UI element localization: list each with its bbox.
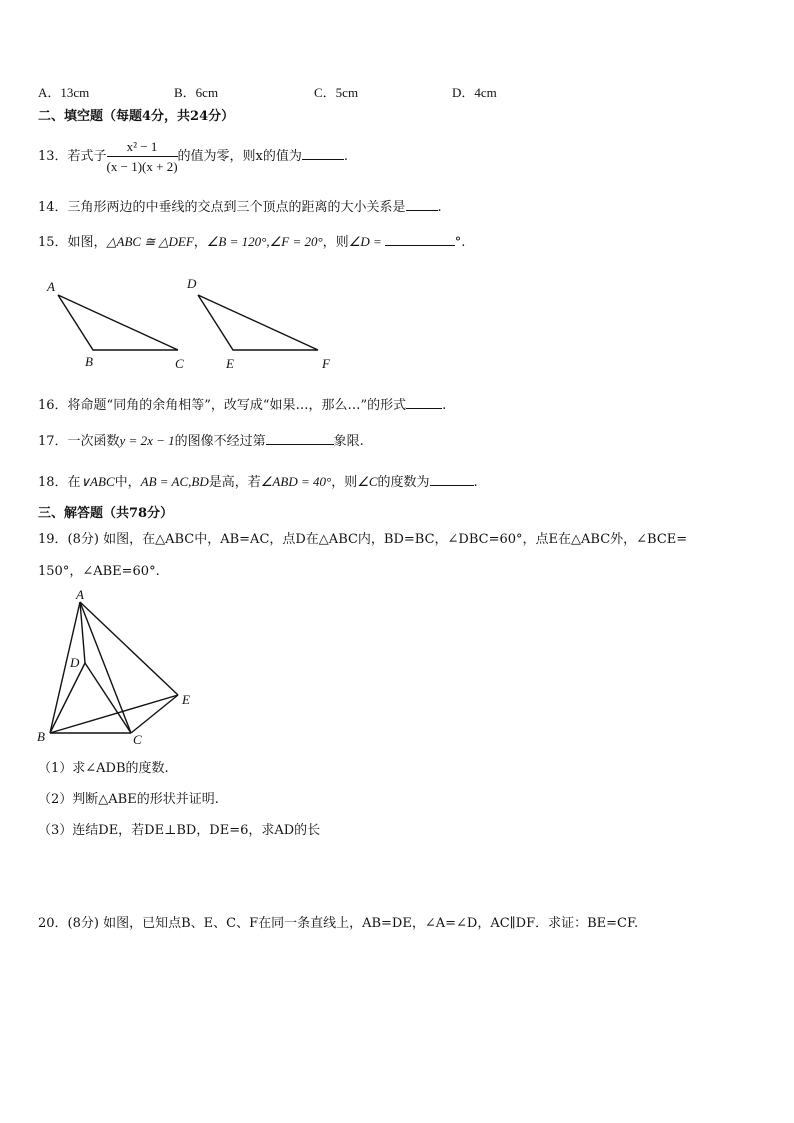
segment-ce bbox=[131, 695, 178, 733]
segment-bd bbox=[50, 663, 85, 733]
q17-prefix: 17．一次函数 bbox=[38, 434, 120, 449]
fig19-label-d: D bbox=[70, 655, 80, 670]
q13-denominator: (x − 1)(x + 2) bbox=[106, 158, 178, 174]
question-19-part2: （2）判断△ABE的形状并证明. bbox=[38, 792, 219, 807]
option-c: C．5cm bbox=[314, 85, 359, 100]
triangle-abc bbox=[58, 295, 178, 350]
fig19-label-e: E bbox=[182, 692, 190, 707]
q17-suffix: 象限. bbox=[333, 434, 364, 449]
q13-prefix: 13．若式子 bbox=[38, 149, 107, 164]
fig19-label-c: C bbox=[133, 732, 142, 747]
q16-text: 16．将命题“同角的余角相等”，改写成“如果…，那么…”的形式 bbox=[38, 398, 407, 413]
q18-math-c: ∠C bbox=[357, 474, 378, 489]
fig19-label-b: B bbox=[37, 729, 45, 744]
question-15 bbox=[38, 233, 465, 252]
q14-answer-blank bbox=[406, 198, 438, 211]
q18-suffix: 的度数为 bbox=[377, 475, 430, 490]
q18-math-triangle: ∨ABC bbox=[80, 474, 115, 489]
q14-text: 14．三角形两边的中垂线的交点到三个顶点的距离的大小关系是 bbox=[38, 200, 406, 215]
q18-math-abd: ∠ABD = 40° bbox=[260, 474, 332, 489]
fig15-label-a: A bbox=[47, 279, 55, 294]
q18-math-ab-ac: AB = AC,BD bbox=[140, 474, 209, 489]
q13-end: . bbox=[343, 149, 349, 164]
question-19-part3: （3）连结DE，若DE⊥BD，DE=6，求AD的长 bbox=[38, 823, 321, 838]
q15-middle: ，则 bbox=[322, 235, 349, 250]
question-16 bbox=[38, 396, 446, 415]
q18-middle3: ，则 bbox=[331, 475, 358, 490]
q17-math: y = 2x − 1 bbox=[119, 433, 175, 448]
question-14 bbox=[38, 198, 442, 217]
q15-answer-blank bbox=[385, 233, 455, 246]
q15-math-congruent: △ABC ≅ △DEF bbox=[106, 234, 194, 249]
question-19-line1: 19．(8分) 如图，在△ABC中，AB=AC，点D在△ABC内，BD=BC，∠DBC=60°，点E在△ABC外，∠BCE= bbox=[38, 532, 688, 547]
segment-be bbox=[50, 695, 178, 733]
q17-middle: 的图像不经过第 bbox=[174, 434, 266, 449]
option-b: B．6cm bbox=[174, 85, 219, 100]
fig19-label-a: A bbox=[76, 587, 84, 602]
q18-answer-blank bbox=[430, 473, 474, 486]
q13-answer-blank bbox=[302, 147, 344, 160]
q18-end: . bbox=[473, 475, 478, 490]
question-17 bbox=[38, 432, 364, 451]
segment-ae bbox=[80, 602, 178, 695]
question-19-line2: 150°，∠ABE=60°. bbox=[38, 564, 160, 579]
section3-heading: 三、解答题（共78分） bbox=[38, 506, 174, 521]
question-18 bbox=[38, 473, 478, 492]
q16-answer-blank bbox=[406, 396, 442, 409]
q13-suffix: 的值为零，则x的值为 bbox=[177, 149, 302, 164]
q16-end: . bbox=[442, 398, 447, 413]
q17-answer-blank bbox=[266, 432, 334, 445]
q14-end: . bbox=[437, 200, 442, 215]
figure-15 bbox=[38, 270, 348, 375]
section2-heading: 二、填空题（每题4分，共24分） bbox=[38, 109, 235, 124]
q15-math-angles: ∠B = 120°,∠F = 20° bbox=[206, 234, 323, 249]
question-19-part1: （1）求∠ADB的度数. bbox=[38, 761, 169, 776]
q13-fraction bbox=[107, 139, 178, 175]
figure-19 bbox=[30, 586, 205, 748]
option-d: D．4cm bbox=[452, 85, 497, 100]
q18-prefix: 18．在 bbox=[38, 475, 81, 490]
q13-numerator: x² − 1 bbox=[107, 139, 178, 157]
fig15-label-b: B bbox=[85, 354, 93, 369]
fig15-label-e: E bbox=[226, 356, 234, 371]
fig15-label-d: D bbox=[187, 276, 197, 291]
question-20: 20．(8分) 如图，已知点B、E、C、F在同一条直线上，AB=DE，∠A=∠D，AC∥DF．求证：BE=CF. bbox=[38, 916, 639, 931]
q15-end: °. bbox=[454, 235, 466, 250]
fig15-label-f: F bbox=[322, 356, 330, 371]
q18-middle1: 中， bbox=[114, 475, 141, 490]
option-a: A．13cm bbox=[38, 85, 90, 100]
q15-sep: ， bbox=[193, 235, 207, 250]
q18-middle2: 是高，若 bbox=[208, 475, 261, 490]
q15-prefix: 15．如图， bbox=[38, 235, 107, 250]
q15-math-d: ∠D = bbox=[348, 234, 382, 249]
triangle-def bbox=[198, 295, 318, 350]
fig15-label-c: C bbox=[175, 356, 184, 371]
question-13 bbox=[38, 138, 348, 176]
